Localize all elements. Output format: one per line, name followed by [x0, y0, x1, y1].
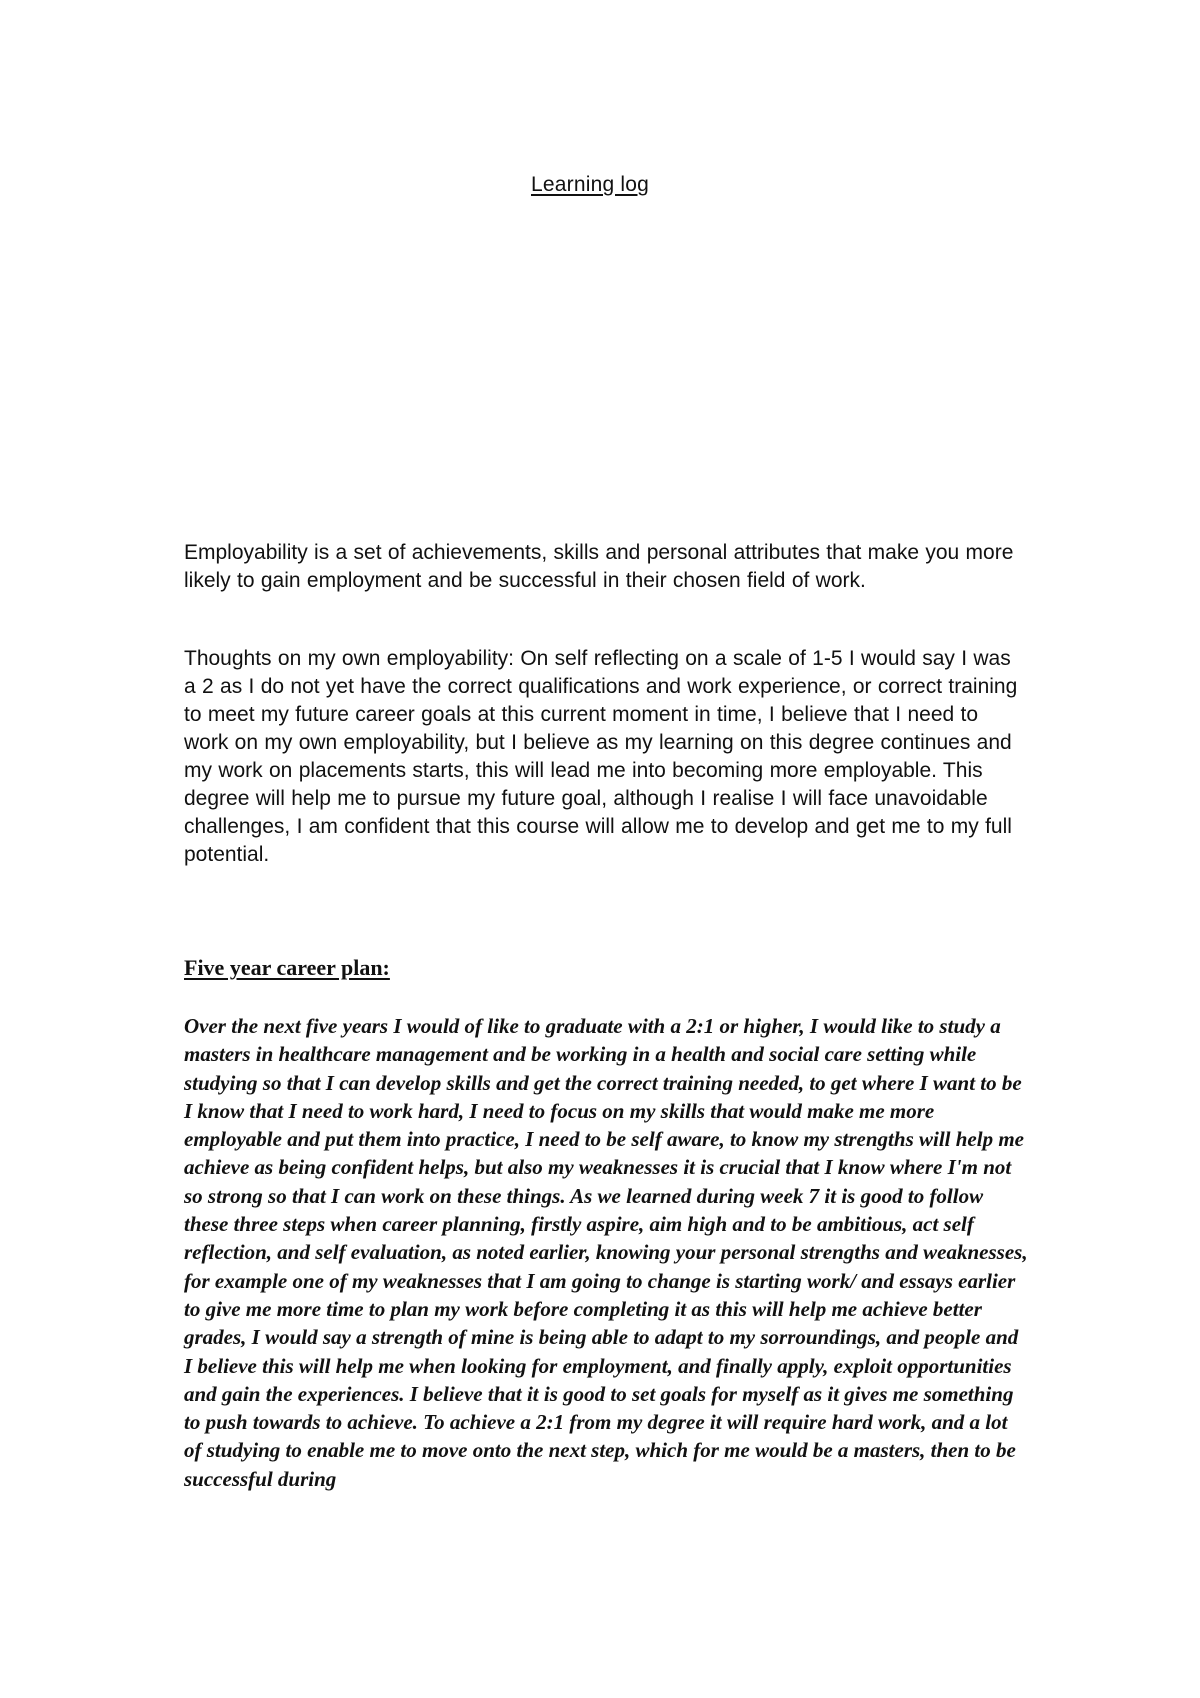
- career-plan-paragraph: Over the next five years I would of like to graduate with a 2:1 or higher, I would like to study a masters in healthcare management and be working in a health and social care setting while studying so that I can develop skills and get the correct training needed, to get where I want to be I know that I need to work hard, I need to focus on my skills that would make me more employable and put them into practice, I need to be self aware, to know my strengths will help me achieve as being confident helps, but also my weaknesses it is crucial that I know where I'm not so strong so that I can work on these things. As we learned during week 7 it is good to follow these three steps when career planning, firstly aspire, aim high and to be ambitious, act self reflection, and self evaluation, as noted earlier, knowing your personal strengths and weaknesses, for example one of my weaknesses that I am going to change is starting work/ and essays earlier to give me more time to plan my work before completing it as this will help me achieve better grades, I would say a strength of mine is being able to adapt to my sorroundings, and people and I believe this will help me when looking for employment, and finally apply, exploit opportunities and gain the experiences. I believe that it is good to set goals for myself as it gives me something to push towards to achieve. To achieve a 2:1 from my degree it will require hard work, and a lot of studying to enable me to move onto the next step, which for me would be a masters, then to be successful during: [184, 1014, 1028, 1491]
- employability-definition-paragraph: Employability is a set of achievements, skills and personal attributes that make you more likely to gain employment and be successful in their chosen field of work.: [184, 541, 1014, 592]
- career-plan-heading: Five year career plan:: [184, 955, 390, 980]
- employability-thoughts-paragraph: Thoughts on my own employability: On self reflecting on a scale of 1-5 I would say I was a 2 as I do not yet have the correct qualifications and work experience, or correct training to meet my future career goals at this current moment in time, I believe that I need to work on my own employability, but I believe as my learning on this degree continues and my work on placements starts, this will lead me into becoming more employable. This degree will help me to pursue my future goal, although I realise I will face unavoidable challenges, I am confident that this course will allow me to develop and get me to my full potential.: [184, 647, 1018, 866]
- page-title: Learning log: [531, 173, 649, 196]
